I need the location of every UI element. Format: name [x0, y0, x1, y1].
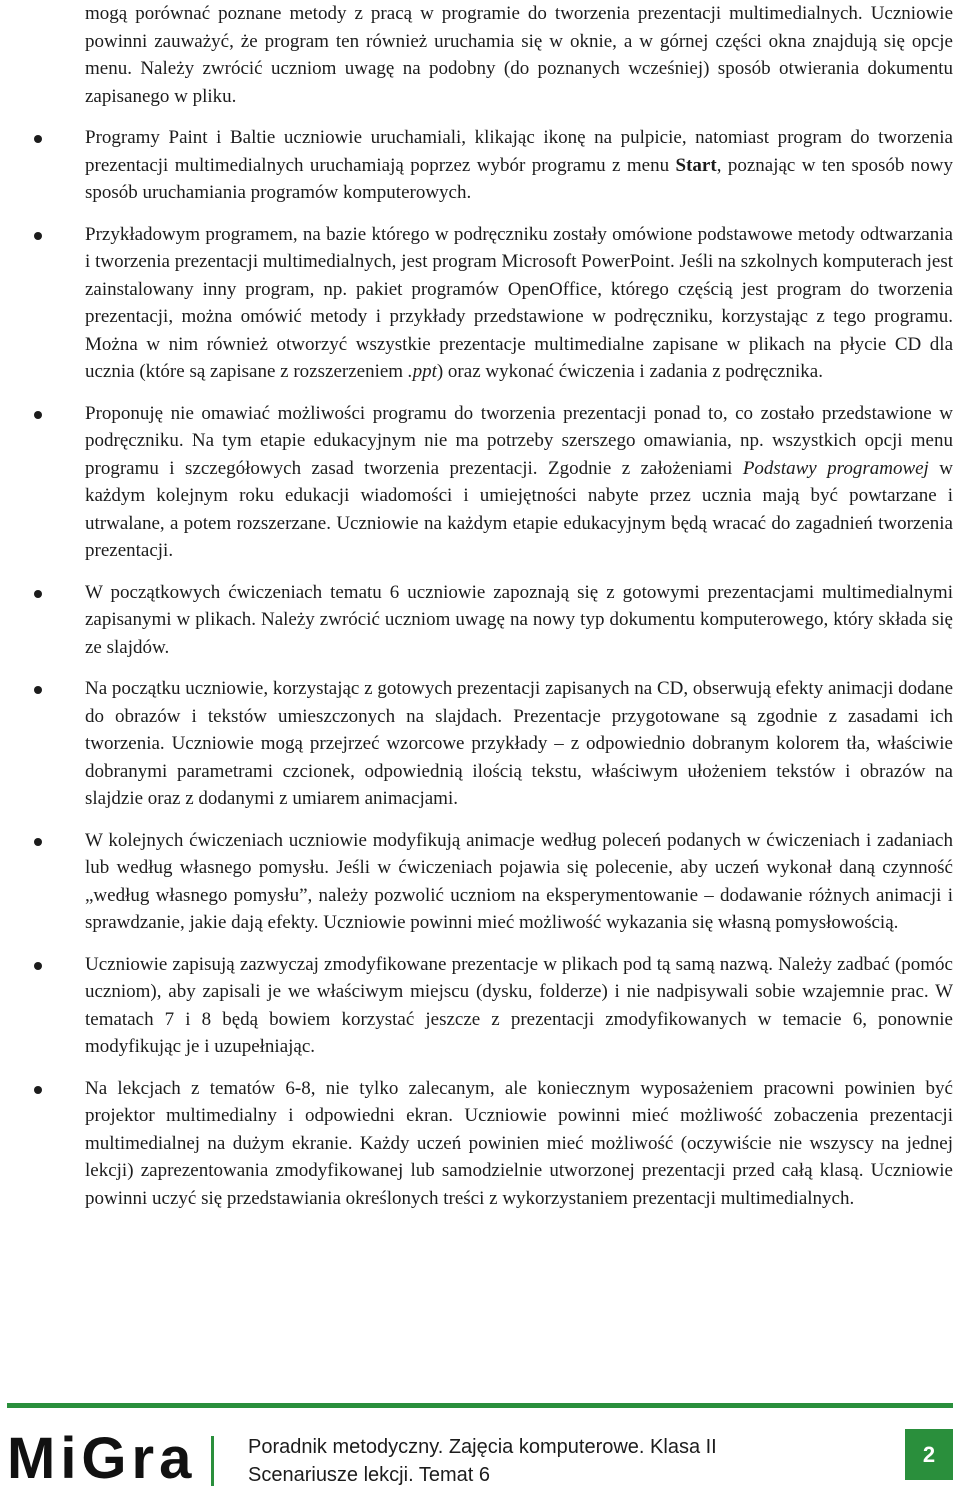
bullet-item: W początkowych ćwiczeniach tematu 6 uczniowie zapoznają się z gotowymi prezentacjami multimedialnymi zapisanymi w plikach. Należy zwrócić uczniom uwagę na nowy typ dokumentu komputerowego, który składa się ze slajdów. [85, 579, 953, 662]
body-text [85, 0, 953, 1226]
bullet-item: Uczniowie zapisują zazwyczaj zmodyfikowane prezentacje w plikach pod tą samą nazwą. Należy zadbać (pomóc uczniom), aby zapisali je we właściwym miejscu (dysku, folderze) i nie nadpisywali sobie wzajemnie prac. W tematach 7 i 8 będą bowiem korzystać jeszcze z prezentacji zmodyfikowanych w temacie 6, ponownie modyfikując je i uzupełniając. [85, 951, 953, 1061]
bullet-item: Proponuję nie omawiać możliwości programu do tworzenia prezentacji ponad to, co zostało przedstawione w podręczniku. Na tym etapie edukacyjnym nie ma potrzeby szerszego omawiania, np. wszystkich opcji menu programu i szczegółowych zasad tworzenia prezentacji. Zgodnie z założeniami Podstawy programowej w każdym kolejnym roku edukacji wiadomości i umiejętności nabyte przez ucznia mają być powtarzane i utrwalane, a potem rozszerzane. Uczniowie na każdym etapie edukacyjnym będą wracać do zagadnień tworzenia prezentacji. [85, 400, 953, 565]
menu-start-label: Start [675, 154, 717, 176]
footer-caption [248, 1433, 717, 1489]
publisher-logo: MiGra [7, 1426, 197, 1491]
logo-separator [211, 1436, 214, 1486]
footer-divider [7, 1403, 953, 1408]
bullet-dot-icon [34, 962, 42, 970]
bullet-dot-icon [34, 135, 42, 143]
bullet-item: W kolejnych ćwiczeniach uczniowie modyfikują animacje według poleceń podanych w ćwiczeniach i zadaniach lub według własnego pomysłu. Jeśli w ćwiczeniach pojawia się polecenie, aby uczeń wykonał daną czynność „według własnego pomysłu”, należy pozwolić uczniom na eksperymentowanie – dodawanie różnych animacji i sprawdzanie, jakie dają efekty. Uczniowie powinni mieć możliwość wykazania się własną pomysłowością. [85, 827, 953, 937]
page-number: 2 [905, 1429, 953, 1480]
bullet-item: Przykładowym programem, na bazie którego w podręczniku zostały omówione podstawowe metody odtwarzania i tworzenia prezentacji multimedialnych, jest program Microsoft PowerPoint. Jeśli na szkolnych komputerach jest zainstalowany inny program, np. pakiet programów OpenOffice, którego częścią jest program do tworzenia prezentacji, można omówić metody i przykłady przedstawione w podręczniku, korzystając z tego programu. Można w nim również otworzyć wszystkie prezentacje multimedialne zapisane w plikach na płycie CD dla ucznia (które są zapisane z rozszerzeniem .ppt) oraz wykonać ćwiczenia i zadania z podręcznika. [85, 221, 953, 386]
bullet-dot-icon [34, 1086, 42, 1094]
bullet-item: Programy Paint i Baltie uczniowie uruchamiali, klikając ikonę na pulpicie, natomiast program do tworzenia prezentacji multimedialnych uruchamiają poprzez wybór programu z menu Start, poznając w ten sposób nowy sposób uruchamiania programów komputerowych. [85, 124, 953, 207]
footer-line-2: Scenariusze lekcji. Temat 6 [248, 1464, 490, 1486]
bullet-dot-icon [34, 232, 42, 240]
bullet-dot-icon [34, 590, 42, 598]
footer-line-1: Poradnik metodyczny. Zajęcia komputerowe. Klasa II [248, 1436, 717, 1458]
bullet-item: Na początku uczniowie, korzystając z gotowych prezentacji zapisanych na CD, obserwują efekty animacji dodane do obrazów i tekstów umieszczonych na slajdach. Prezentacje przygotowane są zgodnie z zasadami ich tworzenia. Uczniowie mogą przejrzeć wzorcowe przykłady – z odpowiednio dobranym kolorem tła, właściwie dobranymi parametrami czcionek, odpowiednią ilością tekstu, właściwym ułożeniem tekstów i obrazów na slajdzie oraz z dodanymi z umiarem animacjami. [85, 675, 953, 813]
file-extension: .ppt [407, 361, 437, 382]
document-title-reference: Podstawy programowej [742, 457, 929, 479]
intro-paragraph: mogą porównać poznane metody z pracą w programie do tworzenia prezentacji multimedialnych. Uczniowie powinni zauważyć, że program ten również uruchamia się w oknie, a w górnej części okna znajdują się opcje menu. Należy zwrócić uczniom uwagę na podobny (do poznanych wcześniej) sposób otwierania dokumentu zapisanego w pliku. [85, 3, 953, 107]
bullet-dot-icon [34, 838, 42, 846]
bullet-item: Na lekcjach z tematów 6-8, nie tylko zalecanym, ale koniecznym wyposażeniem pracowni powinien być projektor multimedialny i odpowiedni ekran. Uczniowie powinni mieć możliwość zobaczenia prezentacji multimedialnej na dużym ekranie. Każdy uczeń powinien mieć możliwość (oczywiście nie wszyscy na jednej lekcji) zaprezentowania zmodyfikowanej lub samodzielnie utworzonej prezentacji przed całą klasą. Uczniowie powinni uczyć się przedstawiania określonych treści z wykorzystaniem prezentacji multimedialnych. [85, 1075, 953, 1213]
bullet-dot-icon [34, 686, 42, 694]
bullet-dot-icon [34, 411, 42, 419]
